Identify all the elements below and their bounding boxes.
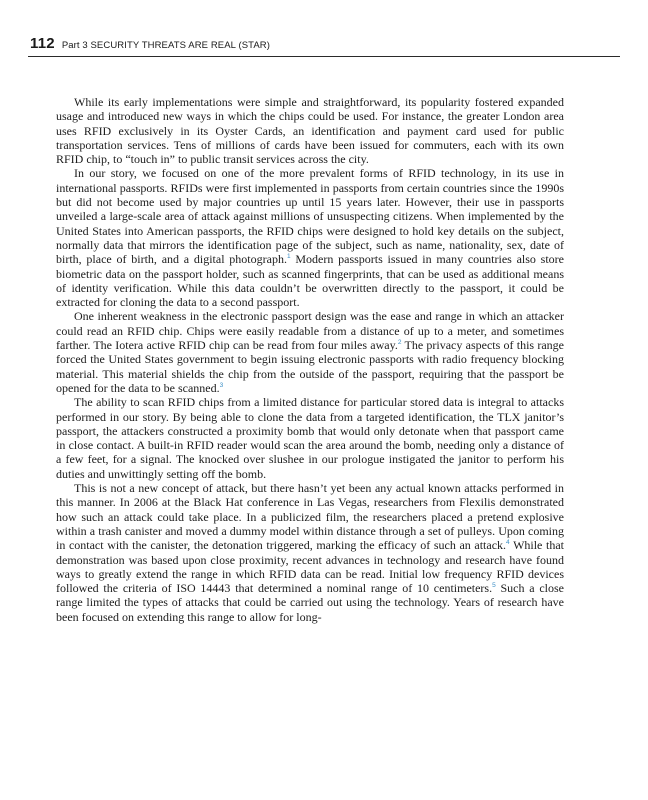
paragraph-4: The ability to scan RFID chips from a limited distance for particular stored data is integral to attacks performed in our story. By being able to clone the data from a targeted identification, the TLX janitor’s passport, the attackers constructed a proximity bomb that would only detonate when that passport came in close contact. A built-in RFID reader would scan the area around the bomb, needing only a distance of a few feet, for a signal. The knocked over slushee in our prologue instigated the janitor to perform his duties and unwittingly setting off the bomb. [56, 395, 564, 481]
part-title: Part 3 SECURITY THREATS ARE REAL (STAR) [61, 40, 271, 51]
running-head [30, 35, 620, 53]
paragraph-2: In our story, we focused on one of the more prevalent forms of RFID technology, in its use in international passports. RFIDs were first implemented in passports from certain countries since the 1990s but did not become used by major countries up until 15 years later. However, their use in passports unveiled a large-scale area of attack against millions of unsuspecting citizens. When implemented by the United States into American passports, the RFID chips were designed to hold key details on the subject, normally data that mirrors the identification page of the subject, such as name, nationality, sex, date of birth, place of birth, and a digital photograph.$^1$ Modern passports issued in many countries also store biometric data on the passport holder, such as scanned fingerprints, that can be used as additional means of identity verification. While this data couldn’t be overwritten directly to the passport, it could be extracted for cloning the data to a second passport. [56, 166, 565, 310]
paragraph-1: While its early implementations were simple and straightforward, its popularity fostered expanded usage and introduced new ways in which the chips could be used. For instance, the greater London area uses RFID exclusively in its Oyster Cards, an identification and payment card used for public transportation services. Tens of millions of cards have been issued for commuters, each with its own RFID chip, to “touch in” to public transit services across the city. [56, 95, 564, 167]
footnote-marker-1[interactable]: 1 [286, 253, 291, 261]
footnote-marker-5[interactable]: 5 [492, 582, 496, 590]
header-rule [28, 56, 620, 57]
footnote-marker-2[interactable]: 2 [397, 339, 402, 347]
paragraph-3: One inherent weakness in the electronic passport design was the ease and range in which an attacker could read an RFID chip. Chips were easily readable from a distance of up to a meter, and sometimes farther. The Iotera active RFID chip can be read from four miles away.$^2$ The privacy aspects of this range forced the United States government to begin issuing electronic passports with radio frequency blocking material. This material shields the chip from the outside of the passport, requiring that the passport be opened for the data to be scanned.$^3$ [56, 309, 564, 395]
paragraph-5: This is not a new concept of attack, but there hasn’t yet been any actual known attacks performed in this manner. In 2006 at the Black Hat conference in Las Vegas, researchers from Flexilis demonstrated how such an attack could take place. In a publicized film, the researchers placed a pretend explosive within a trash canister and moved a dummy model within distance through a set of pulleys. Upon coming in contact with the canister, the detonation triggered, marking the efficacy of such an attack.$^4$ While that demonstration was based upon close proximity, recent advances in technology and research have found ways to greatly extend the range in which RFID data can be read. Initial low frequency RFID devices followed the criteria of ISO 14443 that determined a nominal range of 10 centimeters.$^5$ Such a close range limited the types of attacks that could be carried out using the technology. Years of research have been focused on extending this range to allow for long- [56, 481, 565, 624]
body-text [56, 95, 564, 624]
page-number: 112 [30, 35, 55, 52]
footnote-marker-4[interactable]: 4 [506, 539, 510, 547]
footnote-marker-3[interactable]: 3 [219, 381, 224, 389]
